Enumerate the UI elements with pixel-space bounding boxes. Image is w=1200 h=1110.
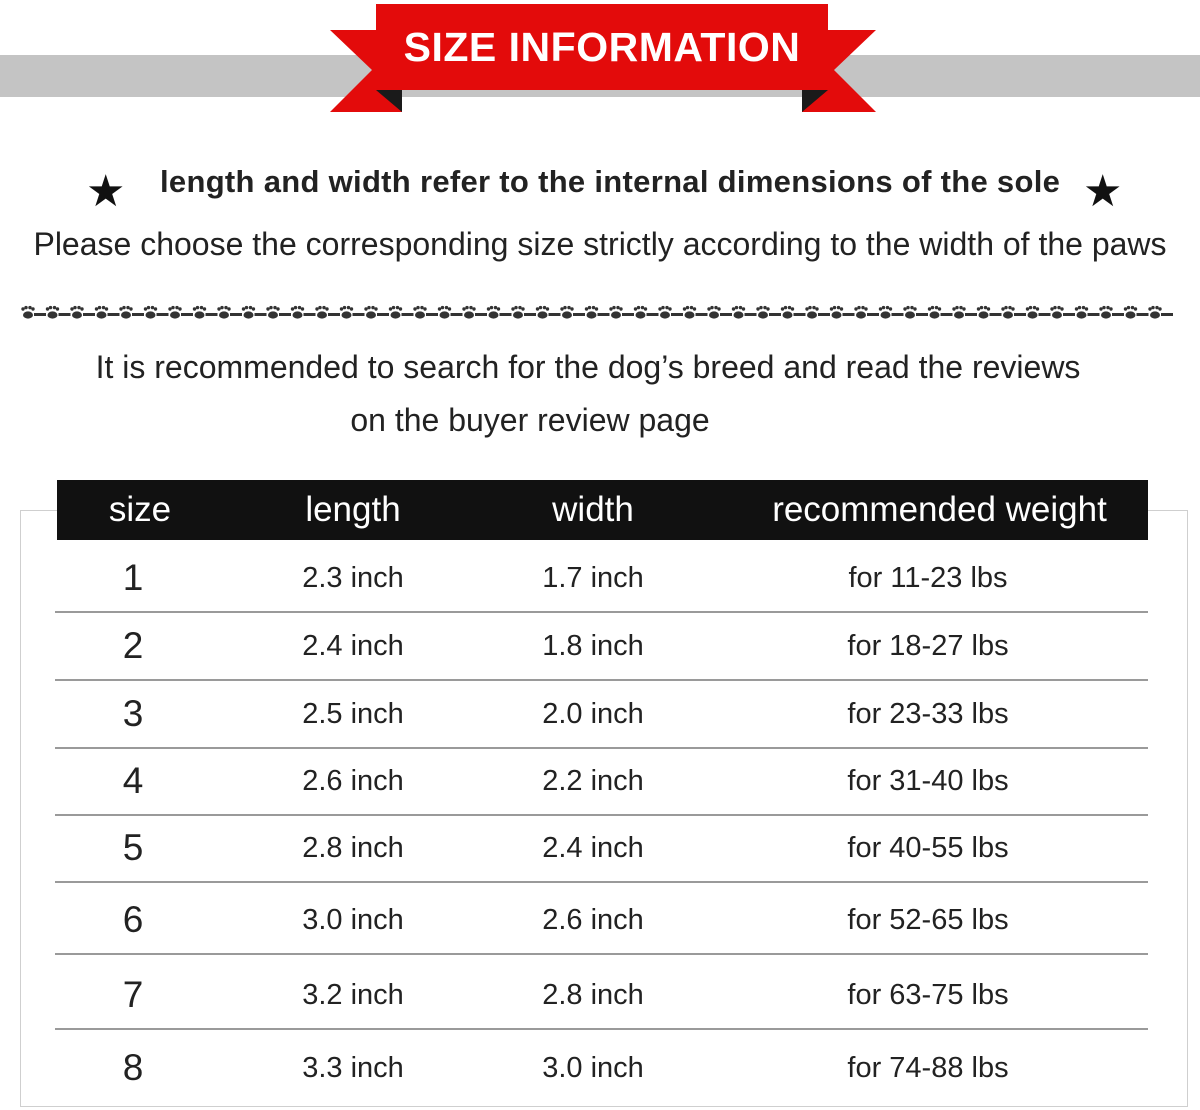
cell-length: 2.5 inch bbox=[302, 698, 404, 730]
note-line-2: Please choose the corresponding size strictly according to the width of the paws bbox=[33, 226, 1167, 262]
cell-size: 5 bbox=[122, 827, 144, 868]
cell-weight: for 40-55 lbs bbox=[847, 832, 1009, 864]
cell-length: 3.0 inch bbox=[302, 904, 404, 936]
row-divider bbox=[55, 953, 1148, 955]
cell-width: 2.4 inch bbox=[542, 832, 644, 864]
cell-weight: for 23-33 lbs bbox=[847, 698, 1009, 730]
cell-weight: for 31-40 lbs bbox=[847, 765, 1009, 797]
cell-width: 1.7 inch bbox=[542, 562, 644, 594]
cell-width: 2.8 inch bbox=[542, 979, 644, 1011]
cell-width: 2.0 inch bbox=[542, 698, 644, 730]
cell-weight: for 52-65 lbs bbox=[847, 904, 1009, 936]
cell-length: 3.2 inch bbox=[302, 979, 404, 1011]
header-width: width bbox=[552, 490, 634, 529]
header-length: length bbox=[305, 490, 401, 529]
cell-width: 3.0 inch bbox=[542, 1052, 644, 1084]
row-divider bbox=[55, 881, 1148, 883]
header-size: size bbox=[108, 490, 172, 529]
cell-weight: for 11-23 lbs bbox=[848, 562, 1008, 594]
cell-length: 2.8 inch bbox=[302, 832, 404, 864]
cell-width: 2.2 inch bbox=[542, 765, 644, 797]
frame-edge bbox=[1148, 510, 1187, 511]
cell-size: 2 bbox=[122, 625, 144, 666]
paw-print-divider bbox=[18, 304, 1192, 322]
sole-dimension-note bbox=[0, 160, 1200, 217]
cell-length: 2.4 inch bbox=[302, 630, 404, 662]
cell-weight: for 74-88 lbs bbox=[847, 1052, 1009, 1084]
table-row bbox=[55, 748, 1148, 816]
cell-size: 4 bbox=[122, 760, 144, 801]
banner-title: SIZE INFORMATION bbox=[403, 23, 801, 70]
cell-length: 2.6 inch bbox=[302, 765, 404, 797]
cell-size: 1 bbox=[122, 557, 144, 598]
cell-size: 8 bbox=[122, 1047, 144, 1088]
table-row bbox=[55, 681, 1148, 749]
cell-width: 2.6 inch bbox=[542, 904, 644, 936]
table-row bbox=[55, 815, 1148, 883]
cell-weight: for 63-75 lbs bbox=[847, 979, 1009, 1011]
frame-edge bbox=[20, 510, 57, 511]
table-row bbox=[55, 887, 1148, 955]
note-line-1: length and width refer to the internal dimensions of the sole bbox=[160, 164, 1061, 199]
cell-weight: for 18-27 lbs bbox=[847, 630, 1009, 662]
star-icon: ★ bbox=[1083, 166, 1123, 217]
table-row bbox=[55, 613, 1148, 681]
cell-size: 6 bbox=[122, 899, 144, 940]
size-table-header bbox=[57, 480, 1148, 540]
row-divider bbox=[55, 1028, 1148, 1030]
cell-size: 7 bbox=[122, 974, 144, 1015]
header-recommended-weight: recommended weight bbox=[772, 490, 1107, 529]
table-row bbox=[55, 962, 1148, 1030]
table-row bbox=[55, 1035, 1148, 1103]
cell-length: 2.3 inch bbox=[302, 562, 404, 594]
star-icon: ★ bbox=[86, 166, 126, 217]
recommendation-line-1: It is recommended to search for the dog’s breed and read the reviews bbox=[95, 349, 1081, 385]
cell-size: 3 bbox=[122, 693, 144, 734]
cell-width: 1.8 inch bbox=[542, 630, 644, 662]
cell-length: 3.3 inch bbox=[302, 1052, 404, 1084]
recommendation-line-2: on the buyer review page bbox=[350, 402, 710, 438]
table-row bbox=[55, 545, 1148, 613]
